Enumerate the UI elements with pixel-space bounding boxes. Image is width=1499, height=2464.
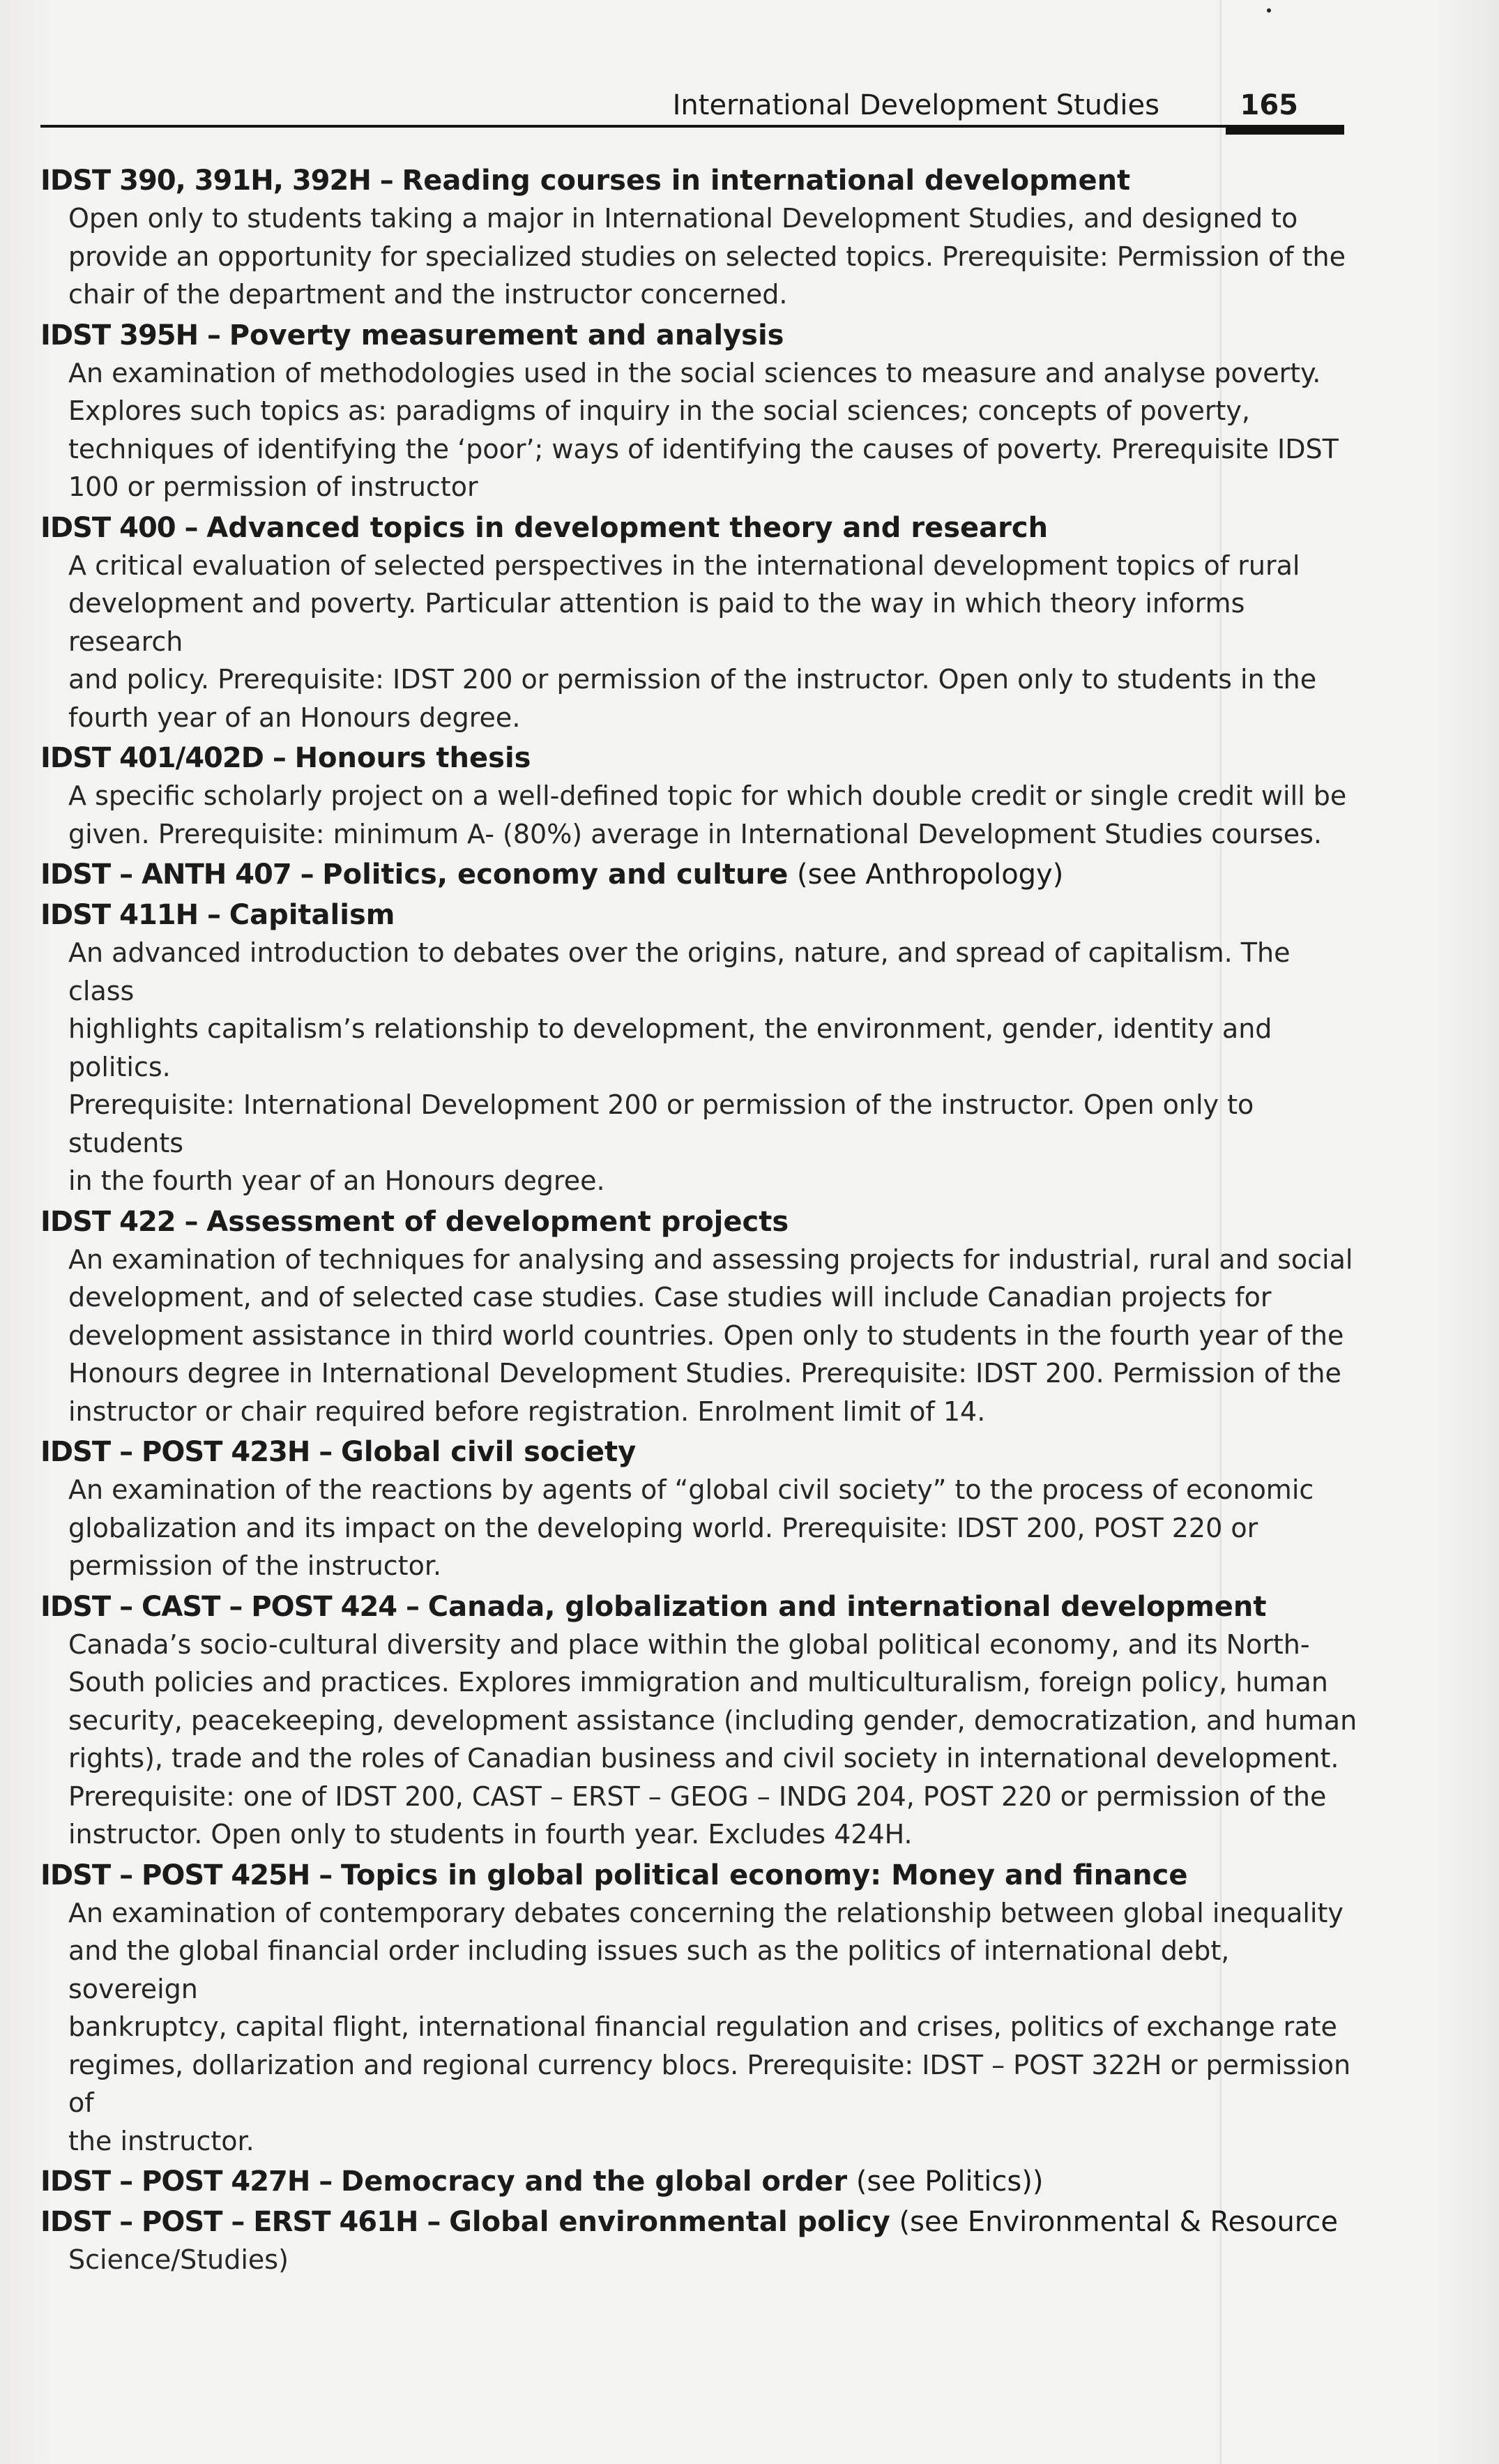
course-name: Canada, globalization and international development	[427, 1590, 1267, 1623]
description-line: Canada’s socio-cultural diversity and place within the global political economy, and its North-	[68, 1628, 1310, 1660]
description-line: fourth year of an Honours degree.	[68, 702, 521, 733]
description-line: highlights capitalism’s relationship to development, the environment, gender, identity and politics.	[68, 1013, 1272, 1082]
description-line: Prerequisite: one of IDST 200, CAST – ERST – GEOG – INDG 204, POST 220 or permission of the	[68, 1781, 1327, 1812]
course-code: IDST – POST 425H –	[40, 1859, 333, 1891]
description-line: development assistance in third world countries. Open only to students in the fourth year of the	[68, 1320, 1344, 1351]
description-line: bankruptcy, capital flight, international financial regulation and crises, politics of exchange rate	[68, 2011, 1337, 2042]
course-description	[68, 2241, 1358, 2279]
course-description	[68, 1241, 1358, 1431]
course-entry	[40, 162, 1351, 314]
description-line: chair of the department and the instructor concerned.	[68, 279, 788, 310]
course-title	[40, 1433, 1351, 1471]
description-line: techniques of identifying the ‘poor’; ways of identifying the causes of poverty. Prerequisite IDST	[68, 433, 1339, 464]
course-cross-reference: (see Politics))	[855, 2166, 1044, 2198]
description-line: A critical evaluation of selected perspectives in the international development topics of rural	[68, 550, 1300, 581]
header-tab	[1226, 125, 1344, 135]
page-number: 165	[1240, 89, 1298, 121]
course-name: Assessment of development projects	[206, 1205, 789, 1238]
course-entry	[40, 509, 1351, 737]
course-title	[40, 317, 1351, 354]
course-description	[68, 1626, 1358, 1854]
description-line: and policy. Prerequisite: IDST 200 or permission of the instructor. Open only to students in the	[68, 664, 1317, 695]
course-code: IDST 390, 391H, 392H –	[40, 165, 393, 197]
description-line: An examination of contemporary debates concerning the relationship between global inequality	[68, 1897, 1344, 1928]
description-line: regimes, dollarization and regional currency blocs. Prerequisite: IDST – POST 322H or permission of	[68, 2049, 1351, 2118]
description-line: 100 or permission of instructor	[68, 471, 478, 502]
course-title	[40, 1588, 1351, 1626]
course-title	[40, 856, 1351, 893]
course-entry	[40, 739, 1351, 853]
description-line: globalization and its impact on the developing world. Prerequisite: IDST 200, POST 220 or	[68, 1512, 1258, 1543]
description-line: in the fourth year of an Honours degree.	[68, 1165, 605, 1196]
course-name: Democracy and the global order	[341, 2166, 848, 2198]
course-code: IDST 422 –	[40, 1205, 198, 1238]
description-line: given. Prerequisite: minimum A- (80%) average in International Development Studies courses.	[68, 818, 1323, 849]
course-entry	[40, 856, 1351, 893]
description-line: Explores such topics as: paradigms of inquiry in the social sciences; concepts of poverty,	[68, 395, 1250, 426]
course-title	[40, 896, 1351, 934]
description-line: A specific scholarly project on a well-defined topic for which double credit or single credit will be	[68, 780, 1347, 811]
course-description	[68, 934, 1358, 1200]
course-description	[68, 547, 1358, 737]
course-entry	[40, 317, 1351, 506]
course-name: Honours thesis	[294, 742, 531, 774]
course-entry	[40, 1857, 1351, 2161]
course-entry	[40, 2163, 1351, 2200]
description-line: rights), trade and the roles of Canadian business and civil society in international development.	[68, 1743, 1339, 1774]
course-entry	[40, 1203, 1351, 1431]
course-name: Poverty measurement and analysis	[229, 319, 784, 352]
course-name: Politics, economy and culture	[322, 859, 789, 891]
course-cross-reference: (see Anthropology)	[797, 859, 1064, 891]
description-line: An examination of methodologies used in the social sciences to measure and analyse poverty.	[68, 357, 1321, 388]
description-line: South policies and practices. Explores immigration and multiculturalism, foreign policy, human	[68, 1667, 1328, 1698]
course-title	[40, 162, 1351, 199]
speck-mark	[1267, 8, 1271, 13]
course-name: Reading courses in international development	[402, 165, 1131, 197]
course-description	[68, 354, 1358, 506]
course-name: Topics in global political economy: Money and finance	[341, 1859, 1188, 1891]
course-code: IDST 395H –	[40, 319, 221, 352]
course-code: IDST – POST 423H –	[40, 1436, 333, 1468]
description-line: development, and of selected case studies. Case studies will include Canadian projects for	[68, 1282, 1272, 1313]
description-line: Open only to students taking a major in International Development Studies, and designed to	[68, 203, 1298, 234]
course-name: Capitalism	[229, 899, 395, 931]
course-description	[68, 199, 1358, 314]
running-header	[40, 78, 1344, 141]
course-entry	[40, 1433, 1351, 1585]
course-title	[40, 739, 1351, 777]
description-line: Honours degree in International Development Studies. Prerequisite: IDST 200. Permission of the	[68, 1358, 1341, 1389]
course-code: IDST 401/402D –	[40, 742, 286, 774]
course-name: Global environmental policy	[449, 2206, 890, 2238]
course-entry	[40, 896, 1351, 1200]
course-title	[40, 1857, 1351, 1894]
course-description	[68, 777, 1358, 853]
course-code: IDST – ANTH 407 –	[40, 859, 314, 891]
course-description	[68, 1894, 1358, 2161]
course-description	[68, 1471, 1358, 1585]
course-code: IDST 411H –	[40, 899, 221, 931]
course-title	[40, 2163, 1351, 2200]
description-line: instructor or chair required before registration. Enrolment limit of 14.	[68, 1396, 986, 1427]
course-entry	[40, 1588, 1357, 1854]
header-rule	[40, 125, 1344, 128]
description-line: Science/Studies)	[68, 2244, 289, 2275]
description-line: An advanced introduction to debates over the origins, nature, and spread of capitalism. The class	[68, 937, 1291, 1006]
description-line: provide an opportunity for specialized studies on selected topics. Prerequisite: Permission of the	[68, 241, 1346, 272]
header-title: International Development Studies	[672, 89, 1159, 121]
course-list	[40, 162, 1357, 2282]
description-line: development and poverty. Particular attention is paid to the way in which theory informs research	[68, 588, 1245, 657]
description-line: Prerequisite: International Development 200 or permission of the instructor. Open only to students	[68, 1089, 1254, 1158]
course-cross-reference: (see Environmental & Resource	[899, 2206, 1338, 2238]
description-line: and the global financial order including issues such as the politics of international debt, sovereign	[68, 1935, 1230, 2004]
course-title	[40, 2203, 1351, 2241]
course-name: Global civil society	[341, 1436, 637, 1468]
description-line: An examination of techniques for analysing and assessing projects for industrial, rural and social	[68, 1244, 1353, 1275]
description-line: An examination of the reactions by agents of “global civil society” to the process of economic	[68, 1474, 1314, 1505]
description-line: security, peacekeeping, development assistance (including gender, democratization, and human	[68, 1705, 1357, 1736]
course-code: IDST 400 –	[40, 511, 198, 544]
course-name: Advanced topics in development theory and research	[206, 511, 1049, 544]
description-line: permission of the instructor.	[68, 1550, 442, 1581]
course-code: IDST – POST 427H –	[40, 2166, 333, 2198]
description-line: the instructor.	[68, 2125, 254, 2156]
course-entry	[40, 2203, 1351, 2279]
course-title	[40, 1203, 1351, 1241]
course-code: IDST – POST – ERST 461H –	[40, 2206, 441, 2238]
course-code: IDST – CAST – POST 424 –	[40, 1590, 420, 1623]
course-title	[40, 509, 1351, 547]
description-line: instructor. Open only to students in fourth year. Excludes 424H.	[68, 1819, 913, 1850]
